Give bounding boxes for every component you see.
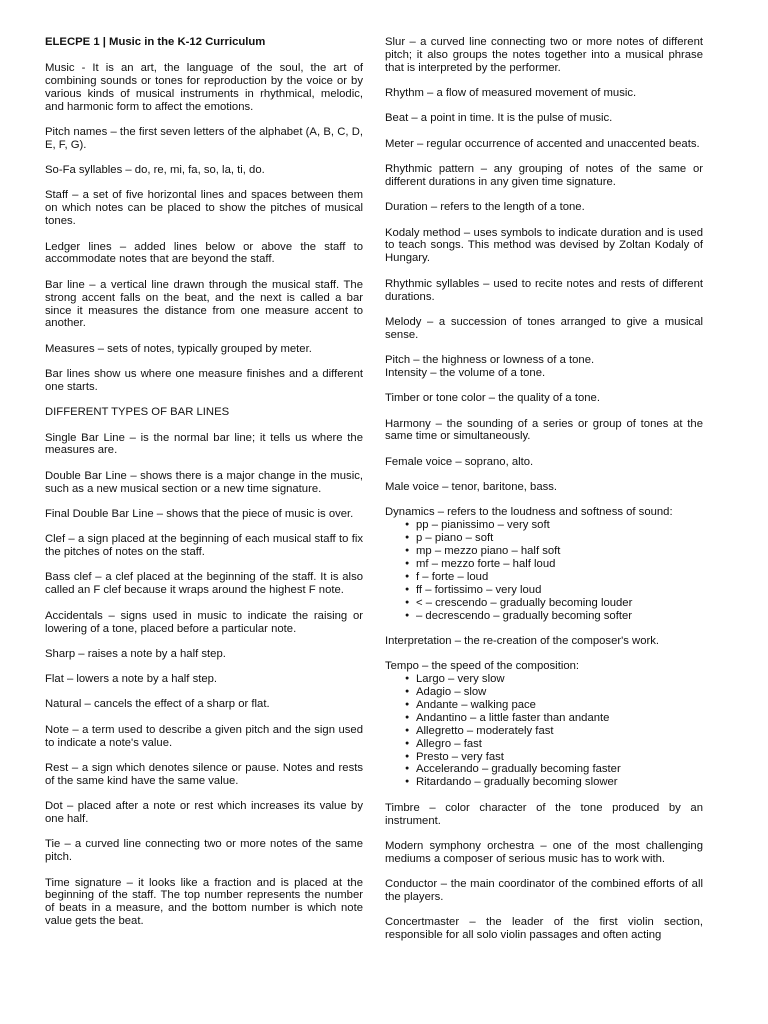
term-final-double: Final Double Bar Line – shows that the piece of music is over. xyxy=(45,507,354,520)
dynamics-item xyxy=(385,584,703,597)
term-conductor: Conductor – the main coordinator of the combined efforts of all the players. xyxy=(385,878,703,903)
term-melody: Melody – a succession of tones arranged to give a musical sense. xyxy=(385,315,703,341)
term-bar-lines-show: Bar lines show us where one measure finishes and a different one starts. xyxy=(45,368,363,393)
bullet-icon: ● xyxy=(405,585,410,593)
dynamics-item-text: ff – fortissimo – very loud xyxy=(416,583,542,596)
tempo-item xyxy=(385,751,703,764)
term-so-fa: So-Fa syllables – do, re, mi, fa, so, la, ti, do. xyxy=(45,164,265,177)
term-meter: Meter – regular occurrence of accented and unaccented beats. xyxy=(385,137,700,150)
tempo-item xyxy=(385,673,703,686)
term-tie: Tie – a curved line connecting two or more notes of the same pitch. xyxy=(45,838,363,864)
term-dot: Dot – placed after a note or rest which increases its value by one half. xyxy=(45,800,363,826)
term-concertmaster: Concertmaster – the leader of the first violin section, responsible for all solo violin passages and often acting xyxy=(385,916,703,942)
bullet-icon: ● xyxy=(405,765,410,773)
term-slur: Slur – a curved line connecting two or more notes of different pitch; it also groups the notes together into a musical phrase that is interpreted by the performer. xyxy=(385,36,703,74)
tempo-item xyxy=(385,738,703,751)
term-bar-line: Bar line – a vertical line drawn through the musical staff. The strong accent falls on the beat, and the next is called a bar since it measures the distance from one measure accent to another. xyxy=(45,278,363,330)
term-male-voice: Male voice – tenor, baritone, bass. xyxy=(385,481,558,494)
bullet-icon: ● xyxy=(405,675,410,683)
term-pitch: Pitch – the highness or lowness of a tone. xyxy=(385,354,595,367)
bullet-icon: ● xyxy=(405,700,410,708)
tempo-item xyxy=(385,699,703,712)
tempo-item-text: Andante – walking pace xyxy=(416,698,536,711)
term-dynamics: Dynamics – refers to the loudness and softness of sound: xyxy=(385,506,673,519)
bullet-icon: ● xyxy=(405,611,410,619)
term-single-bar: Single Bar Line – is the normal bar line; it tells us where the measures are. xyxy=(45,431,363,457)
tempo-item-text: Allegro – fast xyxy=(416,737,482,750)
term-kodaly: Kodaly method – uses symbols to indicate duration and is used to teach songs. This method was devised by Zoltan Kodaly of Hungary. xyxy=(385,226,703,265)
term-timber: Timber or tone color – the quality of a tone. xyxy=(385,392,600,405)
bullet-icon: ● xyxy=(405,778,410,786)
term-orchestra: Modern symphony orchestra – one of the most challenging mediums a composer of serious music has to work with. xyxy=(385,839,703,865)
section-heading-bar-lines: DIFFERENT TYPES OF BAR LINES xyxy=(45,406,230,419)
dynamics-item-text: p – piano – soft xyxy=(416,532,494,545)
tempo-item-text: Allegretto – moderately fast xyxy=(416,724,554,737)
term-rhythmic-pattern: Rhythmic pattern – any grouping of notes of the same or different durations in any given time signature. xyxy=(385,163,703,188)
tempo-item xyxy=(385,725,703,738)
tempo-item xyxy=(385,712,703,725)
dynamics-item-text: – decrescendo – gradually becoming softer xyxy=(416,609,633,622)
tempo-item-text: Ritardando – gradually becoming slower xyxy=(416,776,618,789)
tempo-item-text: Presto – very fast xyxy=(416,750,504,763)
bullet-icon: ● xyxy=(405,752,410,760)
term-duration: Duration – refers to the length of a tone. xyxy=(385,201,585,214)
tempo-item xyxy=(385,686,703,699)
term-interpretation: Interpretation – the re-creation of the composer's work. xyxy=(385,634,660,647)
tempo-item xyxy=(385,776,703,789)
dynamics-item xyxy=(385,545,703,558)
tempo-item-text: Andantino – a little faster than andante xyxy=(416,711,610,724)
bullet-icon: ● xyxy=(405,713,410,721)
term-flat: Flat – lowers a note by a half step. xyxy=(45,673,218,686)
term-harmony: Harmony – the sounding of a series or group of tones at the same time or simultaneously. xyxy=(385,417,703,443)
tempo-item xyxy=(385,763,703,776)
dynamics-item xyxy=(385,597,703,610)
term-natural: Natural – cancels the effect of a sharp or flat. xyxy=(45,698,270,711)
dynamics-item-text: pp – pianissimo – very soft xyxy=(416,519,550,532)
term-beat: Beat – a point in time. It is the pulse of music. xyxy=(385,112,613,125)
dynamics-item-text: mp – mezzo piano – half soft xyxy=(416,545,561,558)
bullet-icon: ● xyxy=(405,687,410,695)
term-time-signature: Time signature – it looks like a fraction and is placed at the beginning of the staff. The top number represents the number of beats in a measure, and the bottom number is which note value gets the beat. xyxy=(45,876,363,928)
bullet-icon: ● xyxy=(405,598,410,606)
bullet-icon: ● xyxy=(405,739,410,747)
bullet-icon: ● xyxy=(405,547,410,555)
term-accidentals: Accidentals – signs used in music to indicate the raising or lowering of a tone, placed before a particular note. xyxy=(45,609,363,635)
left-entries xyxy=(45,62,363,928)
document-title: ELECPE 1 | Music in the K-12 Curriculum xyxy=(45,36,266,48)
left-column xyxy=(45,36,363,941)
term-timbre: Timbre – color character of the tone produced by an instrument. xyxy=(385,801,703,827)
term-double-bar: Double Bar Line – shows there is a major change in the music, such as a new musical section or a new time signature. xyxy=(45,469,363,495)
tempo-list xyxy=(385,673,703,789)
bullet-icon: ● xyxy=(405,534,410,542)
dynamics-item xyxy=(385,610,703,623)
dynamics-item xyxy=(385,558,703,571)
bullet-icon: ● xyxy=(405,726,410,734)
dynamics-item xyxy=(385,532,703,545)
dynamics-item xyxy=(385,571,703,584)
dynamics-item-text: mf – mezzo forte – half loud xyxy=(416,557,556,570)
right-column xyxy=(385,36,703,954)
dynamics-list xyxy=(385,519,703,622)
tempo-item-text: Accelerando – gradually becoming faster xyxy=(416,763,621,776)
dynamics-item xyxy=(385,519,703,532)
bullet-icon: ● xyxy=(405,559,410,567)
tempo-item-text: Adagio – slow xyxy=(416,685,487,698)
term-music: Music - It is an art, the language of the soul, the art of combining sounds or tones for reproduction by the voice or by various kinds of musical instruments in rhythmical, melodic, and harmonic form to affect the emotions. xyxy=(45,61,363,113)
term-rhythmic-syllables: Rhythmic syllables – used to recite notes and rests of different durations. xyxy=(385,277,703,303)
term-pitch-names: Pitch names – the first seven letters of the alphabet (A, B, C, D, E, F, G). xyxy=(45,125,363,151)
term-female-voice: Female voice – soprano, alto. xyxy=(385,455,534,468)
term-measures: Measures – sets of notes, typically grouped by meter. xyxy=(45,342,312,355)
dynamics-item-text: f – forte – loud xyxy=(416,570,489,583)
term-note: Note – a term used to describe a given pitch and the sign used to indicate a note's value. xyxy=(45,723,363,749)
term-intensity: Intensity – the volume of a tone. xyxy=(385,366,546,379)
dynamics-item-text: < – crescendo – gradually becoming louder xyxy=(416,596,633,609)
term-clef: Clef – a sign placed at the beginning of each musical staff to fix the pitches of notes on the staff. xyxy=(45,533,363,559)
term-rhythm: Rhythm – a flow of measured movement of music. xyxy=(385,87,637,100)
term-tempo: Tempo – the speed of the composition: xyxy=(385,660,580,673)
tempo-item-text: Largo – very slow xyxy=(416,673,505,686)
bullet-icon: ● xyxy=(405,521,410,529)
term-rest: Rest – a sign which denotes silence or pause. Notes and rests of the same kind have the same value. xyxy=(45,761,363,787)
term-staff: Staff – a set of five horizontal lines and spaces between them on which notes can be placed to show the pitches of musical tones. xyxy=(45,189,363,228)
bullet-icon: ● xyxy=(405,572,410,580)
term-ledger: Ledger lines – added lines below or above the staff to accommodate notes that are beyond the staff. xyxy=(45,240,363,266)
term-bass-clef: Bass clef – a clef placed at the beginning of the staff. It is also called an F clef because it wraps around the highest F note. xyxy=(45,571,363,597)
term-sharp: Sharp – raises a note by a half step. xyxy=(45,647,226,660)
